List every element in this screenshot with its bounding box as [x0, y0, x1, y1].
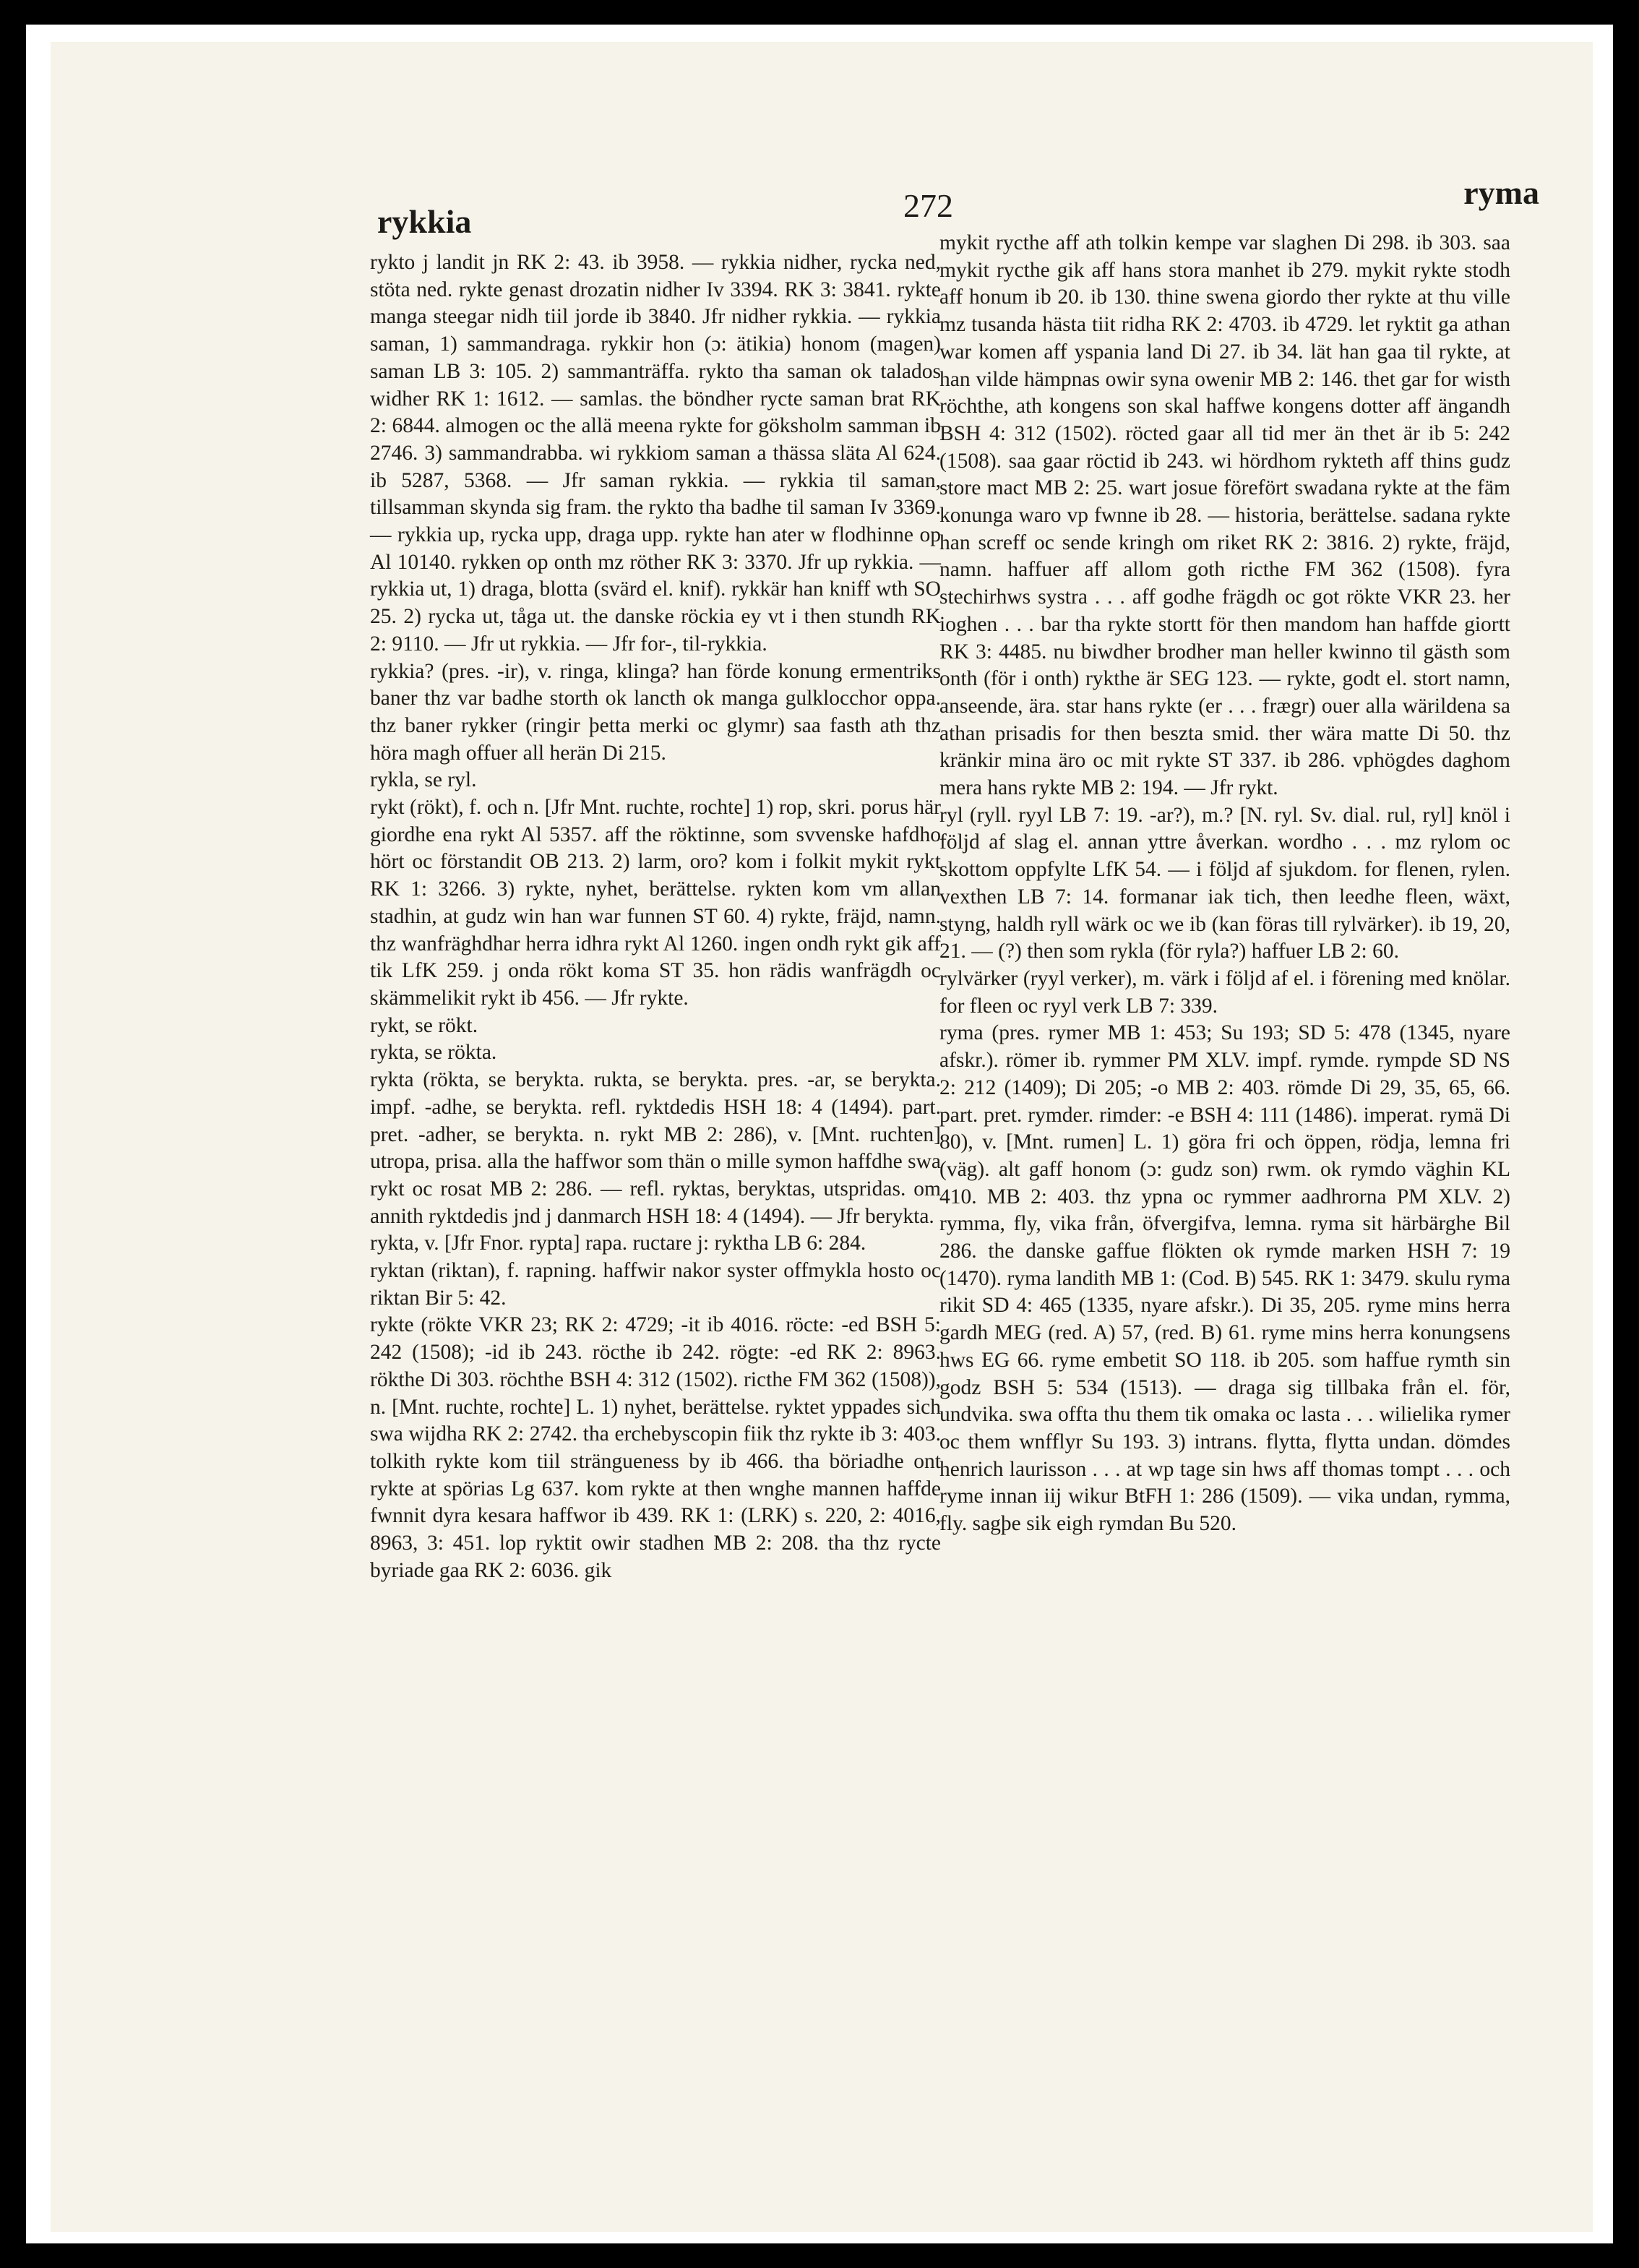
scan-border-top: [0, 0, 1639, 25]
entry-paragraph: rykte (rökte VKR 23; RK 2: 4729; -it ib 4016. röcte: -ed BSH 5: 242 (1508); -id ib 243. röcthe ib 242. rögte: -ed RK 2: 8963. rökthe Di 303. röchthe BSH 4: 312 (1502). ricthe FM 362 (1508)), n. [Mnt. ruchte, rochte] L. 1) nyhet, berättelse. ryktet yppades sich swa wijdha RK 2: 2742. tha erchebyscopin fiik thz rykte ib 3: 403. tolkith rykte kom tiil strängueness by ib 466. tha böriadhe ont rykte at spörias Lg 637. kom rykte at then wnghe mannen haffde fwnnit dyra kesara haffwor ib 439. RK 1: (LRK) s. 220, 2: 4016, 8963, 3: 451. lop ryktit owir stadhen MB 2: 208. tha thz rycte byriade gaa RK 2: 6036. gik: [370, 1313, 941, 1582]
right-column: [939, 230, 1510, 1538]
entry-paragraph: rykta (rökta, se berykta. rukta, se berykta. pres. -ar, se berykta. impf. -adhe, se berykta. refl. ryktdedis HSH 18: 4 (1494). part. pret. -adher, se berykta. n. rykt MB 2: 286), v. [Mnt. ruchten] utropa, prisa. alla the haffwor som thän o mille symon haffdhe swa rykt oc rosat MB 2: 286. — refl. ryktas, beryktas, utspridas. om annith ryktdedis jnd j danmarch HSH 18: 4 (1494). — Jfr berykta.: [370, 1068, 941, 1228]
entry-paragraph: ryma (pres. rymer MB 1: 453; Su 193; SD 5: 478 (1345, nyare afskr.). römer ib. rymmer PM XLV. impf. rymde. rympde SD NS 2: 212 (1409); Di 205; -o MB 2: 403. römde Di 29, 35, 65, 66. part. pret. rymder. rimder: -e BSH 4: 111 (1486). imperat. rymä Di 80), v. [Mnt. rumen] L. 1) göra fri och öppen, rödja, lemna fri (väg). alt gaff honom (ɔ: gudz son) rwm. ok rymdo väghin KL 410. MB 2: 403. thz ypna oc rymmer aadhrorna PM XLV. 2) rymma, fly, vika från, öfvergifva, lemna. ryma sit härbärghe Bil 286. the danske gaffue flökten ok rymde marken HSH 7: 19 (1470). ryma landith MB 1: (Cod. B) 545. RK 1: 3479. skulu ryma rikit SD 4: 465 (1335, nyare afskr.). Di 35, 205. ryme mins herra gardh MEG (red. A) 57, (red. B) 61. ryme mins herra konungsens hws EG 66. ryme embetit SO 118. ib 205. som haffue rymth sin godz BSH 5: 534 (1513). — draga sig tillbaka från el. för, undvika. swa offta thu them tik omaka oc lasta . . . wilielika rymer oc them wnfflyr Su 193. 3) intrans. flytta, flytta undan. dömdes henrich laurisson . . . at wp tage sin hws aff thomas tompt . . . och ryme innan iij wikur BtFH 1: 286 (1509). — vika undan, rymma, fly. sagþe sik eigh rymdan Bu 520.: [939, 1021, 1510, 1536]
page-number: 272: [903, 187, 953, 224]
entry-paragraph: mykit rycthe aff ath tolkin kempe var slaghen Di 298. ib 303. saa mykit rycthe gik aff hans stora manhet ib 279. mykit rykte stodh aff honum ib 20. ib 130. thine swena giordo ther rykte at thu ville mz tusanda hästa tiit ridha RK 2: 4703. ib 4729. let ryktit ga athan war komen aff yspania land Di 27. ib 34. lät han gaa til rykte, at han vilde hämpnas owir syna owenir MB 2: 146. thet gar for wisth röchthe, ath kongens son skal haffwe kongens dotter aff ängandh BSH 4: 312 (1502). röcted gaar all tid mer än thet är ib 5: 242 (1508). saa gaar röctid ib 243. wi hördhom rykteth aff thins gudz store mact MB 2: 25. wart josue förefört swadana rykte at the fäm konunga waro vp fwnne ib 28. — historia, berättelse. sadana rykte han screff oc sende kringh om riket RK 2: 3816. 2) rykte, fräjd, namn. haffuer aff allom goth ricthe FM 362 (1508). fyra stechirhws systra . . . aff godhe frägdh oc got rökte VKR 23. her ioghen . . . bar tha rykte stortt för then mandom han haffde giortt RK 3: 4485. nu biwdher brodher man heller kwinno til gästh som onth (för i onth) rykthe är SEG 123. — rykte, godt el. stort namn, anseende, ära. star hans rykte (er . . . frægr) ouer alla wärildena sa athan prisadis for then beszta smid. ther wära matte Di 50. thz kränkir mina äro oc mit rykte ST 337. ib 286. vphögdes daghom mera hans rykte MB 2: 194. — Jfr rykt.: [939, 231, 1510, 800]
entry-paragraph: rykta, se rökta.: [370, 1041, 497, 1065]
entry-paragraph: rykt (rökt), f. och n. [Jfr Mnt. ruchte, rochte] 1) rop, skri. porus här giordhe ena rykt Al 5357. aff the röktinne, som svvenske hafdho hört oc förstandit OB 213. 2) larm, oro? kom i folkit mykit rykt RK 1: 3266. 3) rykte, nyhet, berättelse. rykten kom vm allan stadhin, at gudz win han war funnen ST 60. 4) rykte, fräjd, namn. thz wanfräghdhar herra idhra rykt Al 1260. ingen ondh rykt gik aff tik LfK 259. j onda rökt koma ST 35. hon rädis wanfrägdh oc skämmelikit rykt ib 456. — Jfr rykte.: [370, 796, 941, 1010]
entry-paragraph: ryl (ryll. ryyl LB 7: 19. -ar?), m.? [N. ryl. Sv. dial. rul, ryl] knöl i följd af slag el. annan yttre åverkan. wordho . . . mz rylom oc skottom oppfylte LfK 54. — i följd af sjukdom. for flenen, rylen. vexthen LB 7: 14. formanar iak tich, then leedhe fleen, wäxt, styng, haldh ryll wärk oc we ib (kan föras till rylvärker). ib 19, 20, 21. — (?) then som rykla (för ryla?) haffuer LB 2: 60.: [939, 803, 1510, 963]
entry-paragraph: rykt, se rökt.: [370, 1013, 478, 1037]
entry-paragraph: rykta, v. [Jfr Fnor. rypta] rapa. ructare j: ryktha LB 6: 284.: [370, 1232, 866, 1255]
left-guide-word: rykkia: [377, 203, 472, 240]
entry-paragraph: rykto j landit jn RK 2: 43. ib 3958. — rykkia nidher, rycka ned, stöta ned. rykte genast drozatin nidher Iv 3394. RK 3: 3841. rykte manga steegar nidh tiil jorde ib 3840. Jfr nidher rykkia. — rykkia saman, 1) sammandraga. rykkir hon (ɔ: ätikia) honom (magen) saman LB 3: 105. 2) sammanträffa. rykto tha saman ok talados widher RK 1: 1612. — samlas. the böndher rycte saman brat RK 2: 6844. almogen oc the allä meena rykte for göksholm samman ib 2746. 3) sammandrabba. wi rykkiom saman a thässa släta Al 624. ib 5287, 5368. — Jfr saman rykkia. — rykkia til saman, tillsamman skynda sig fram. the rykto tha badhe til saman Iv 3369. — rykkia up, rycka upp, draga upp. rykte han ater w flodhinne op Al 10140. rykken op onth mz röther RK 3: 3370. Jfr up rykkia. — rykkia ut, 1) draga, blotta (svärd el. knif). rykkär han kniff wth SO 25. 2) rycka ut, tåga ut. the danske röckia ey vt i then stundh RK 2: 9110. — Jfr ut rykkia. — Jfr for-, til-rykkia.: [370, 251, 941, 656]
entry-paragraph: ryktan (riktan), f. rapning. haffwir nakor syster offmykla hosto oc riktan Bir 5: 42.: [370, 1259, 941, 1310]
scan-border-left: [0, 0, 26, 2268]
entry-paragraph: rykkia? (pres. -ir), v. ringa, klinga? han förde konung ermentriks baner thz var badhe storth ok lancth ok manga gulklocchor oppa. thz baner rykker (ringir þetta merki oc glymr) saa fasth ath thz höra magh offuer all herän Di 215.: [370, 659, 941, 765]
entry-paragraph: rykla, se ryl.: [370, 768, 477, 792]
left-column: [370, 249, 941, 1584]
scan-border-right: [1613, 0, 1639, 2268]
right-guide-word: ryma: [1463, 174, 1539, 211]
scan-border-bottom: [0, 2243, 1639, 2268]
entry-paragraph: rylvärker (ryyl verker), m. värk i följd af el. i förening med knölar. for fleen oc ryyl verk LB 7: 339.: [939, 966, 1510, 1018]
